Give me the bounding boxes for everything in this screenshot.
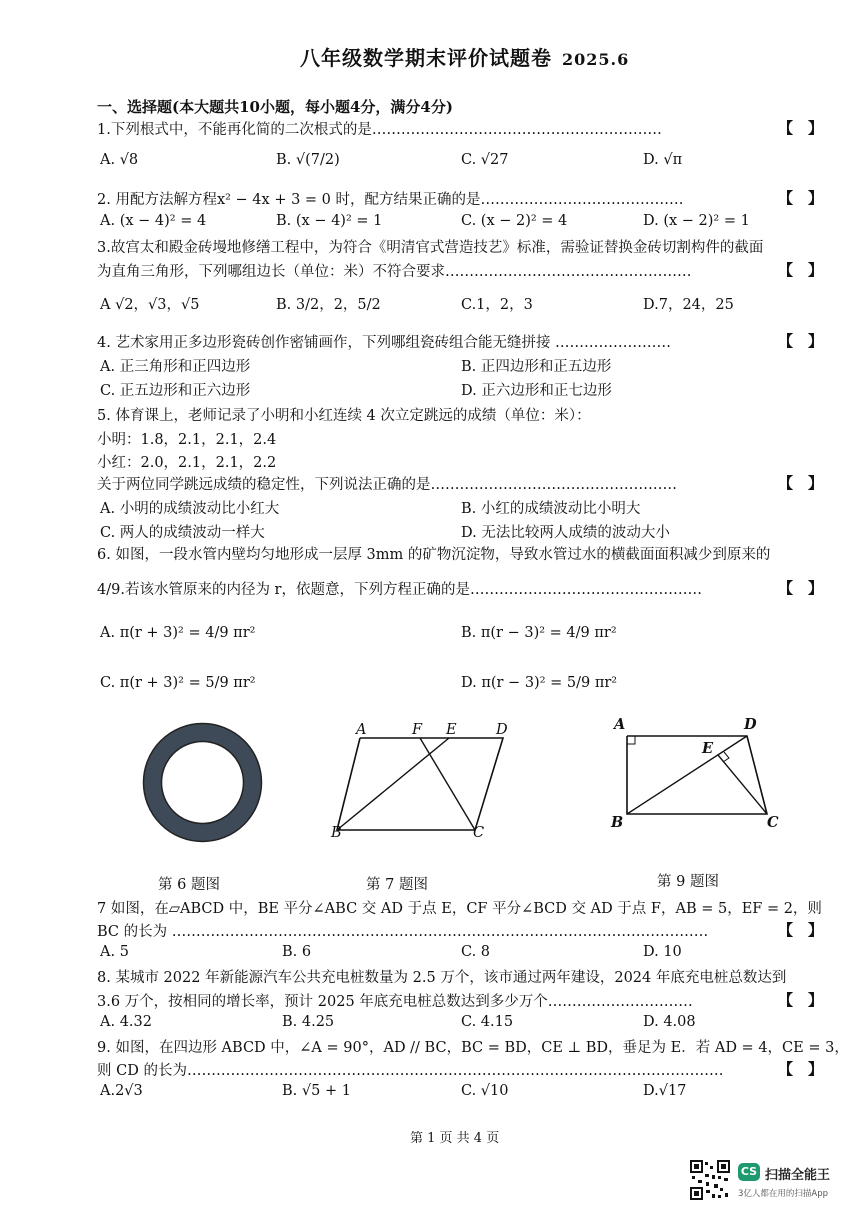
quadrilateral-figure <box>615 722 775 827</box>
title-text: 八年级数学期末评价试题卷 <box>300 46 552 70</box>
fig7-label-a: A <box>356 722 367 738</box>
fig7-label-c: C <box>473 825 485 841</box>
fig9-label-e: E <box>702 740 714 757</box>
q7-stem-line1: 7 如图，在▱ABCD 中，BE 平分∠ABC 交 AD 于点 E，CF 平分∠BCD 交 AD 于点 F，AB = 5，EF = 2，则 <box>97 901 822 917</box>
segment-be <box>337 738 449 830</box>
q2-option-c: C. (x − 2)² = 4 <box>461 213 568 229</box>
exam-date: 2025.6 <box>562 50 630 69</box>
q5-option-b: B. 小红的成绩波动比小明大 <box>461 501 641 517</box>
q8-option-b: B. 4.25 <box>282 1014 335 1030</box>
q2-option-b: B. (x − 4)² = 1 <box>276 213 383 229</box>
parallelogram-figure <box>325 722 525 840</box>
q7-option-d: D. 10 <box>643 944 682 960</box>
q8-option-d: D. 4.08 <box>643 1014 696 1030</box>
quadrilateral-outline <box>627 736 767 814</box>
q8-stem-line1: 8. 某城市 2022 年新能源汽车公共充电桩数量为 2.5 万个，该市通过两年建设，2024 年底充电桩总数达到 <box>97 970 787 986</box>
q7-option-b: B. 6 <box>282 944 312 960</box>
q9-answer-bracket: 【 】 <box>778 1060 824 1078</box>
q7-answer-bracket: 【 】 <box>778 921 824 939</box>
exam-title <box>300 42 629 71</box>
fig7-caption: 第 7 题图 <box>366 877 428 893</box>
q4-option-d: D. 正六边形和正七边形 <box>461 383 612 399</box>
q2-stem: 2. 用配方法解方程x² − 4x + 3 = 0 时，配方结果正确的是…………………………………… <box>97 192 684 208</box>
q2-answer-bracket: 【 】 <box>778 189 824 207</box>
q4-answer-bracket: 【 】 <box>778 332 824 350</box>
segment-bd <box>627 736 747 814</box>
section-heading: 一、选择题(本大题共10小题，每小题4分，满分4分) <box>97 98 453 116</box>
page-number: 第 1 页 共 4 页 <box>410 1131 500 1146</box>
fig6-caption: 第 6 题图 <box>158 877 220 893</box>
q9-option-b: B. √5 + 1 <box>282 1083 351 1099</box>
q6-stem-line2: 4/9.若该水管原来的内径为 r，依题意，下列方程正确的是………………………………………… <box>97 582 702 598</box>
fig7-label-f: F <box>412 722 423 738</box>
q5-option-a: A. 小明的成绩波动比小红大 <box>100 501 280 517</box>
right-angle-e-mark <box>723 752 729 762</box>
fig7-label-b: B <box>331 825 342 841</box>
q6-option-c: C. π(r + 3)² = 5/9 πr² <box>100 675 256 691</box>
q8-option-c: C. 4.15 <box>461 1014 514 1030</box>
q2-option-a: A. (x − 4)² = 4 <box>100 213 207 229</box>
q9-option-c: C. √10 <box>461 1083 509 1099</box>
q6-stem-line1: 6. 如图，一段水管内壁均匀地形成一层厚 3mm 的矿物沉淀物，导致水管过水的横截面面积减少到原来的 <box>97 547 771 563</box>
q1-option-c: C. √27 <box>461 152 509 168</box>
q9-option-a: A.2√3 <box>100 1083 143 1099</box>
fig9-label-b: B <box>611 814 624 831</box>
q6-option-d: D. π(r − 3)² = 5/9 πr² <box>461 675 618 691</box>
q7-stem-line2: BC 的长为 ………………………………………………………………………………………………… <box>97 924 709 940</box>
scanner-app-tagline: 3亿人都在用的扫描App <box>738 1189 829 1199</box>
q5-option-d: D. 无法比较两人成绩的波动大小 <box>461 525 670 541</box>
q8-answer-bracket: 【 】 <box>778 991 824 1009</box>
q6-option-b: B. π(r − 3)² = 4/9 πr² <box>461 625 617 641</box>
fig9-caption: 第 9 题图 <box>657 874 719 890</box>
q3-stem-line2: 为直角三角形，下列哪组边长（单位：米）不符合要求…………………………………………… <box>97 264 692 280</box>
q3-answer-bracket: 【 】 <box>778 261 824 279</box>
pipe-cross-section-figure <box>140 720 265 845</box>
q3-stem-line1: 3.故宫太和殿金砖墁地修缮工程中，为符合《明清官式营造技艺》标准，需验证替换金砖切割构件的截面 <box>97 240 764 256</box>
q8-stem-line2: 3.6 万个，按相同的增长率，预计 2025 年底充电桩总数达到多少万个………………………… <box>97 994 693 1010</box>
pipe-inner-circle <box>162 742 244 824</box>
segment-cf <box>420 738 475 830</box>
q3-option-b: B. 3/2，2，5/2 <box>276 297 381 313</box>
q5-stem-line2: 关于两位同学跳远成绩的稳定性，下列说法正确的是…………………………………………… <box>97 477 677 493</box>
fig7-label-d: D <box>496 722 508 738</box>
q3-option-a: A √2，√3，√5 <box>100 297 200 313</box>
q7-option-c: C. 8 <box>461 944 491 960</box>
camscanner-logo-icon: CS <box>738 1163 760 1181</box>
q1-option-b: B. √(7/2) <box>276 152 340 168</box>
q5-option-c: C. 两人的成绩波动一样大 <box>100 525 265 541</box>
q3-option-c: C.1，2，3 <box>461 297 533 313</box>
q5-xiaohong-scores: 小红：2.0，2.1，2.1，2.2 <box>97 455 277 471</box>
q4-option-c: C. 正五边形和正六边形 <box>100 383 251 399</box>
qr-code-icon <box>690 1160 730 1200</box>
q5-xiaoming-scores: 小明：1.8，2.1，2.1，2.4 <box>97 432 277 448</box>
scanner-app-name: 扫描全能王 <box>765 1168 831 1183</box>
q4-stem: 4. 艺术家用正多边形瓷砖创作密铺画作，下列哪组瓷砖组合能无缝拼接 …………………… <box>97 335 672 351</box>
q3-option-d: D.7，24，25 <box>643 297 734 313</box>
q9-stem-line1: 9. 如图，在四边形 ABCD 中，∠A = 90°，AD // BC，BC = BD，CE ⊥ BD，垂足为 E．若 AD = 4，CE = 3， <box>97 1040 849 1056</box>
q1-option-a: A. √8 <box>100 152 139 168</box>
q4-option-a: A. 正三角形和正四边形 <box>100 359 251 375</box>
q4-option-b: B. 正四边形和正五边形 <box>461 359 612 375</box>
q9-stem-line2: 则 CD 的长为………………………………………………………………………………………………… <box>97 1063 724 1079</box>
right-angle-a-mark <box>627 736 635 744</box>
fig7-label-e: E <box>446 722 457 738</box>
q2-option-d: D. (x − 2)² = 1 <box>643 213 750 229</box>
fig9-label-a: A <box>614 716 626 733</box>
q1-answer-bracket: 【 】 <box>778 119 824 137</box>
q6-option-a: A. π(r + 3)² = 4/9 πr² <box>100 625 256 641</box>
q8-option-a: A. 4.32 <box>100 1014 152 1030</box>
fig9-label-d: D <box>744 716 757 733</box>
q5-answer-bracket: 【 】 <box>778 474 824 492</box>
q6-answer-bracket: 【 】 <box>778 579 824 597</box>
parallelogram-outline <box>337 738 503 830</box>
fig9-label-c: C <box>767 814 779 831</box>
q5-stem: 5. 体育课上，老师记录了小明和小红连续 4 次立定跳远的成绩（单位：米）： <box>97 408 591 424</box>
q9-option-d: D.√17 <box>643 1083 687 1099</box>
q1-option-d: D. √π <box>643 152 683 168</box>
q7-option-a: A. 5 <box>100 944 129 960</box>
q1-stem: 1.下列根式中，不能再化简的二次根式的是…………………………………………………… <box>97 122 662 138</box>
